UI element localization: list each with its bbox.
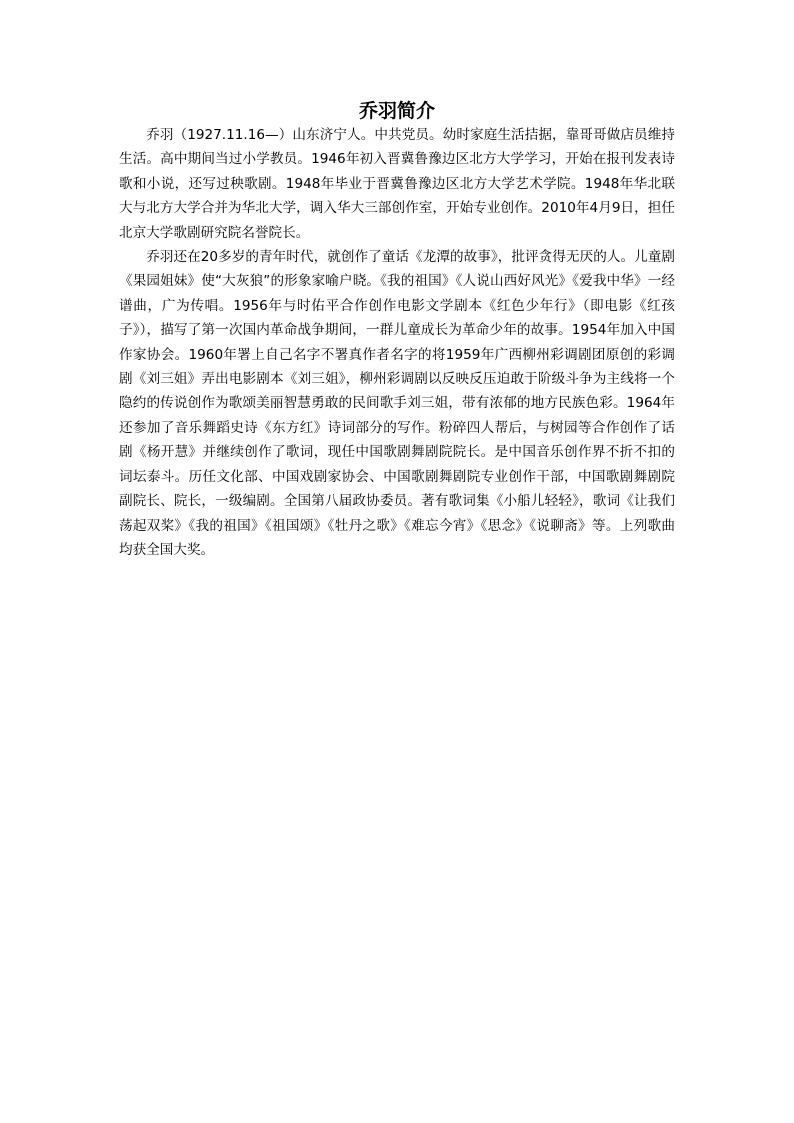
paragraph-intro: 乔羽（1927.11.16—）山东济宁人。中共党员。幼时家庭生活拮据，靠哥哥做店员维持生活。高中期间当过小学教员。1946年初入晋冀鲁豫边区北方大学学习，开始在报刊发表诗歌和小说，还写过秧歌剧。1948年毕业于晋冀鲁豫边区北方大学艺术学院。1948年华北联大与北方大学合并为华北大学，调入华大三部创作室，开始专业创作。2010年4月9日，担任北京大学歌剧研究院名誉院长。 xyxy=(119,127,675,241)
document-body xyxy=(119,123,675,562)
paragraph-works: 乔羽还在20多岁的青年时代，就创作了童话《龙潭的故事》，批评贪得无厌的人。儿童剧《果园姐妹》使“大灰狼”的形象家喻户晓。《我的祖国》《人说山西好风光》《爱我中华》一经谱曲，广为传唱。1956年与时佑平合作创作电影文学剧本《红色少年行》（即电影《红孩子》），描写了第一次国内革命战争期间，一群儿童成长为革命少年的故事。1954年加入中国作家协会。1960年署上自己名字不署真作者名字的将1959年广西柳州彩调剧团原创的彩调剧《刘三姐》弄出电影剧本《刘三姐》，柳州彩调剧以反映反压迫敢于阶级斗争为主线将一个隐约的传说创作为歌颂美丽智慧勇敢的民间歌手刘三姐，带有浓郁的地方民族色彩。1964年还参加了音乐舞蹈史诗《东方红》诗词部分的写作。粉碎四人帮后，与树园等合作创作了话剧《杨开慧》并继续创作了歌词，现任中国歌剧舞剧院院长。是中国音乐创作界不折不扣的词坛泰斗。历任文化部、中国戏剧家协会、中国歌剧舞剧院专业创作干部，中国歌剧舞剧院副院长、院长，一级编剧。全国第八届政协委员。著有歌词集《小船儿轻轻》，歌词《让我们荡起双桨》《我的祖国》《祖国颂》《牡丹之歌》《难忘今宵》《思念》《说聊斋》等。上列歌曲均获全国大奖。 xyxy=(119,249,675,558)
document-title: 乔羽简介 xyxy=(358,100,435,122)
